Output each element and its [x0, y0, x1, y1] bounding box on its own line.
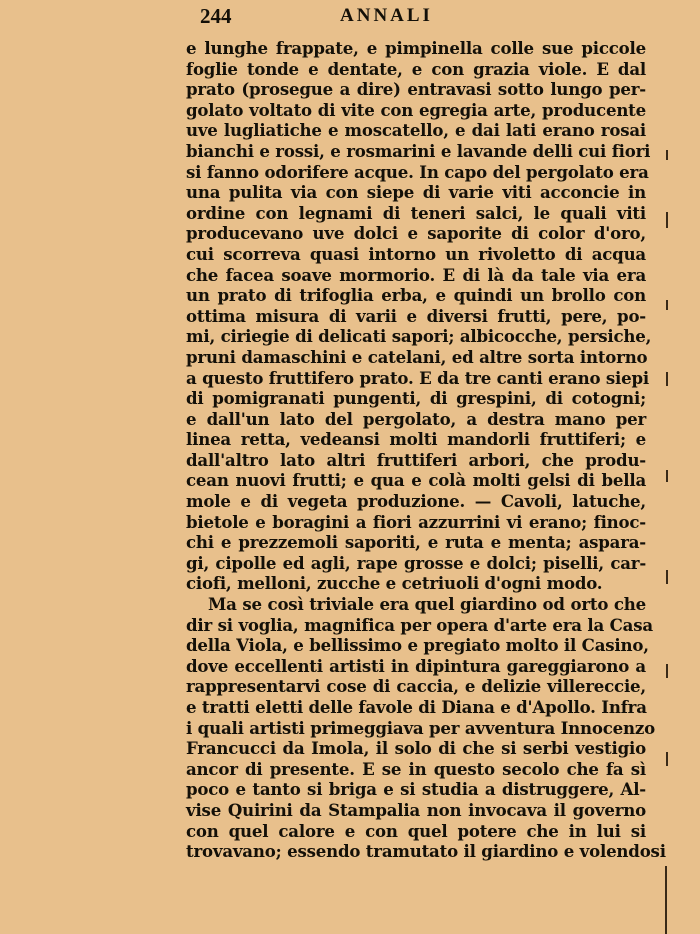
- text-line: una pulita via con siepe di varie viti acconcie in: [186, 182, 646, 203]
- text-line: e tratti eletti delle favole di Diana e d'Apollo. Infra: [186, 697, 647, 717]
- text-line: a questo fruttifero prato. E da tre canti erano siepi: [186, 367, 649, 388]
- text-line: un prato di trifoglia erba, e quindi un brollo con: [186, 285, 646, 306]
- text-line: chi e prezzemoli saporiti, e ruta e menta; aspara-: [186, 532, 646, 553]
- text-line: uve lugliatiche e moscatello, e dai lati erano rosai: [186, 120, 646, 141]
- text-line: della Viola, e bellissimo e pregiato molto il Casino,: [186, 635, 649, 656]
- text-line: mole e di vegeta produzione. — Cavoli, latuche,: [186, 491, 646, 512]
- page-edge-line: [665, 866, 667, 934]
- running-title: ANNALI: [340, 5, 433, 26]
- text-line: che facea soave mormorio. E di là da tale via era: [186, 264, 646, 285]
- text-line: foglie tonde e dentate, e con grazia viole. E dal: [186, 58, 646, 79]
- page-header: [200, 4, 620, 30]
- text-line: trovavano; essendo tramutato il giardino e volendosi: [186, 841, 666, 862]
- text-line: ciofi, melloni, zucche e cetriuoli d'ogni modo.: [186, 573, 603, 594]
- margin-bleed-mark: [666, 300, 668, 310]
- text-line: ancor di presente. E se in questo secolo che fa sì: [186, 758, 646, 779]
- margin-bleed-mark: [666, 570, 668, 584]
- text-line: ottima misura di varii e diversi frutti, pere, po-: [186, 305, 646, 326]
- page-number: 244: [200, 4, 232, 28]
- margin-bleed-mark: [666, 752, 668, 766]
- text-line: bianchi e rossi, e rosmarini e lavande delli cui fiori: [186, 140, 651, 161]
- text-line: dall'altro lato altri fruttiferi arbori, che produ-: [186, 449, 646, 470]
- text-line: i quali artisti primeggiava per avventura Innocenzo: [186, 717, 655, 738]
- text-line: si fanno odorifere acque. In capo del pergolato era: [186, 161, 649, 182]
- text-line: di pomigranati pungenti, di grespini, di cotogni;: [186, 388, 646, 409]
- body-text: [186, 38, 666, 862]
- margin-bleed-mark: [666, 212, 668, 228]
- margin-bleed-mark: [666, 470, 668, 482]
- text-line: poco e tanto si briga e si studia a distruggere, Al-: [186, 779, 646, 800]
- text-line: producevano uve dolci e saporite di color d'oro,: [186, 223, 646, 244]
- text-line: con quel calore e con quel potere che in lui si: [186, 820, 646, 841]
- text-line: pruni damaschini e catelani, ed altre sorta intorno: [186, 346, 648, 367]
- text-line: rappresentarvi cose di caccia, e delizie villereccie,: [186, 676, 646, 697]
- text-line: e lunghe frappate, e pimpinella colle sue piccole: [186, 38, 646, 58]
- text-line: Francucci da Imola, il solo di che si serbi vestigio: [186, 738, 646, 759]
- text-line: prato (prosegue a dire) entravasi sotto lungo per-: [186, 79, 646, 100]
- text-line: dove eccellenti artisti in dipintura gareggiarono a: [186, 655, 646, 676]
- text-line: cui scorreva quasi intorno un rivoletto di acqua: [186, 243, 646, 264]
- text-line: golato voltato di vite con egregia arte, producente: [186, 99, 646, 120]
- margin-bleed-mark: [666, 664, 668, 678]
- text-line: dir si voglia, magnifica per opera d'arte era la Casa: [186, 614, 653, 635]
- text-line: vise Quirini da Stampalia non invocava il governo: [186, 799, 646, 820]
- text-line: mi, ciriegie di delicati sapori; albicocche, persiche,: [186, 326, 652, 347]
- paragraph-start-line: Ma se così triviale era quel giardino od orto che: [208, 594, 646, 615]
- text-line: cean nuovi frutti; e qua e colà molti gelsi di bella: [186, 470, 646, 491]
- text-line: linea retta, vedeansi molti mandorli fruttiferi; e: [186, 429, 646, 450]
- text-line: bietole e boragini a fiori azzurrini vi erano; finoc-: [186, 511, 646, 532]
- text-line: ordine con legnami di teneri salci, le quali viti: [186, 202, 646, 223]
- text-line: e dall'un lato del pergolato, a destra mano per: [186, 408, 646, 429]
- margin-bleed-mark: [666, 372, 668, 386]
- text-line: gi, cipolle ed agli, rape grosse e dolci; piselli, car-: [186, 552, 646, 573]
- margin-bleed-mark: [666, 150, 668, 160]
